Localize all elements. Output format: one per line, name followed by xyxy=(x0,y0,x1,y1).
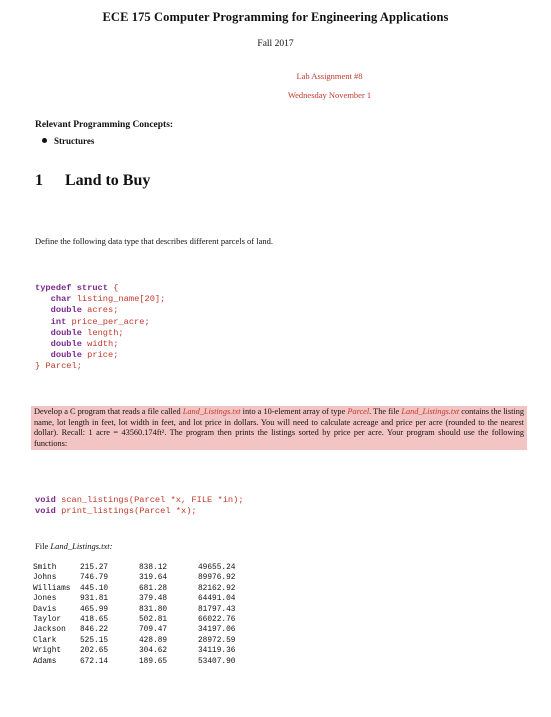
price-cell: 49655.24 xyxy=(198,564,236,572)
listings-table xyxy=(33,563,258,667)
width-cell: 502.81 xyxy=(139,616,168,625)
listing-name-cell: Jackson xyxy=(33,626,66,635)
price-cell: 53407.90 xyxy=(198,657,236,666)
listing-name-cell: Davis xyxy=(33,605,57,614)
instructions-paragraph: Develop a C program that reads a file called Land_Listings.txt into a 10-element array of type Parcel. The file Land_Listings.txt contains the listing name, lot length in feet, lot width in feet, and lot price in dollars. You will need to calculate acreage and price per acre (rounded to the nearest dollar). Recall: 1 acre = 43560.174ft². The program then prints the listings sorted by price per acre. Your program should use the following functions: xyxy=(31,406,527,450)
table-row xyxy=(33,563,258,573)
assignment-label: Lab Assignment #8 xyxy=(296,71,363,81)
width-cell: 831.80 xyxy=(139,605,168,614)
listing-name-cell: Taylor xyxy=(33,616,62,625)
length-cell: 525.15 xyxy=(80,636,109,645)
table-row xyxy=(33,636,258,646)
course-title: ECE 175 Computer Programming for Engineering Applications xyxy=(102,10,449,24)
listing-name-cell: Jones xyxy=(33,595,57,604)
listing-name-cell: Clark xyxy=(33,636,57,645)
length-cell: 672.14 xyxy=(80,657,109,666)
width-cell: 838.12 xyxy=(139,564,168,572)
listing-name-cell: Adams xyxy=(33,657,57,666)
listing-name-cell: Johns xyxy=(33,574,57,583)
listing-name-cell: Smith xyxy=(33,564,57,572)
width-cell: 428.89 xyxy=(139,636,168,645)
table-row xyxy=(33,584,258,594)
price-cell: 34119.36 xyxy=(198,647,236,656)
table-row xyxy=(33,605,258,615)
concepts-heading: Relevant Programming Concepts: xyxy=(35,120,174,130)
table-row xyxy=(33,573,258,583)
table-row xyxy=(33,625,258,635)
section-heading: 1 Land to Buy xyxy=(35,172,151,189)
table-row xyxy=(33,657,258,667)
table-row xyxy=(33,615,258,625)
width-cell: 379.48 xyxy=(139,595,168,604)
length-cell: 445.10 xyxy=(80,584,109,593)
width-cell: 319.64 xyxy=(139,574,168,583)
price-cell: 64491.04 xyxy=(198,595,236,604)
intro-text: Define the following data type that describes different parcels of land. xyxy=(35,236,273,246)
width-cell: 709.47 xyxy=(139,626,168,635)
listing-name-cell: Wright xyxy=(33,647,62,656)
concept-item: Structures xyxy=(42,136,94,146)
term-label: Fall 2017 xyxy=(257,39,294,49)
price-cell: 82162.92 xyxy=(198,584,236,593)
length-cell: 846.22 xyxy=(80,626,109,635)
length-cell: 931.81 xyxy=(80,595,109,604)
width-cell: 681.28 xyxy=(139,584,168,593)
length-cell: 202.65 xyxy=(80,647,109,656)
width-cell: 304.62 xyxy=(139,647,168,656)
struct-code-block: typedef struct { char listing_name[20]; double acres; int price_per_acre; double length; double width; double price; } Parcel; xyxy=(35,283,166,372)
length-cell: 746.79 xyxy=(80,574,109,583)
price-cell: 89976.92 xyxy=(198,574,236,583)
price-cell: 66022.76 xyxy=(198,616,236,625)
bullet-icon xyxy=(42,138,47,143)
length-cell: 465.99 xyxy=(80,605,109,614)
listing-name-cell: Williams xyxy=(33,584,71,593)
table-row xyxy=(33,594,258,604)
file-label: File Land_Listings.txt: xyxy=(35,541,113,551)
price-cell: 28972.59 xyxy=(198,636,236,645)
width-cell: 189.65 xyxy=(139,657,168,666)
function-prototypes: void scan_listings(Parcel *x, FILE *in); void print_listings(Parcel *x); xyxy=(35,495,244,517)
length-cell: 418.65 xyxy=(80,616,109,625)
length-cell: 215.27 xyxy=(80,564,109,572)
table-row xyxy=(33,646,258,656)
assignment-date: Wednesday November 1 xyxy=(287,90,372,100)
price-cell: 34197.06 xyxy=(198,626,236,635)
price-cell: 81797.43 xyxy=(198,605,236,614)
